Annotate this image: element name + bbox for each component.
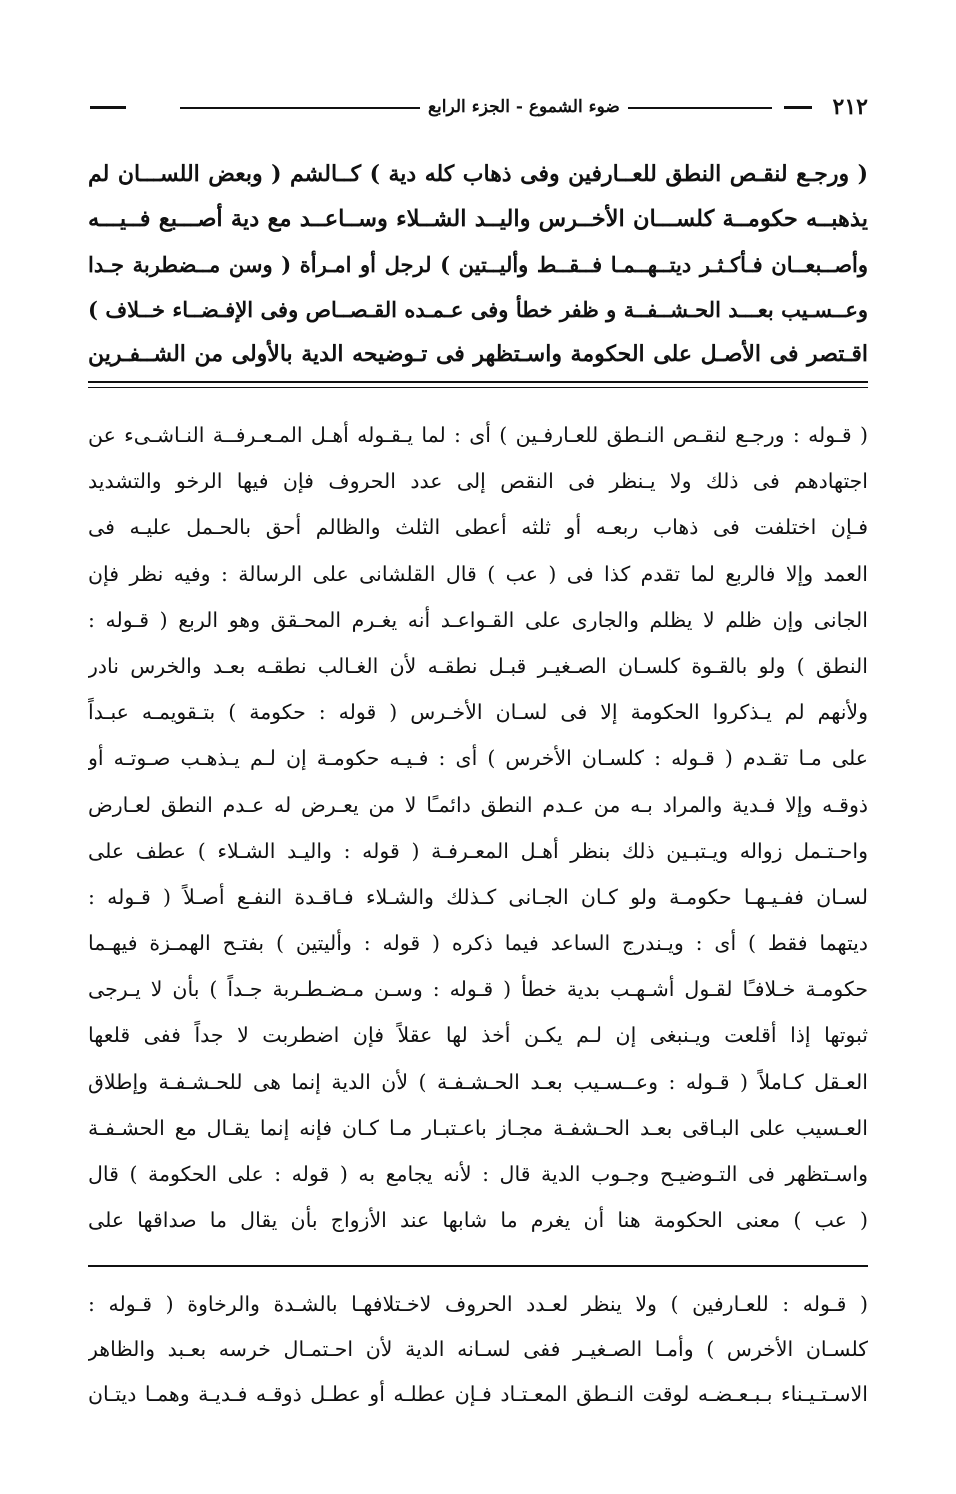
sharh-line: ( قـوله : ورجـع لنقـص النـطق للعـارفـين ) أى : لما يـقـوله أهـل المـعـرفــة النـاشـىء عن xyxy=(88,423,868,447)
footnote-divider xyxy=(88,1265,868,1267)
matn-line: وأصــبعــان فـأكـثـر ديتــهــمـا فــقــط وأليــتين ) لرجل أو امـرأة ( وسن مــضطربة جـدا xyxy=(88,252,868,277)
matn-line: يذهبــه حكومــة كلســـان الأخــرس واليــد الشــلاء وســاعــد مع دية أصـــبع فــيـــه xyxy=(88,206,868,232)
section-divider-thin xyxy=(88,387,868,388)
section-divider xyxy=(88,381,868,383)
sharh-line: ولأنهم لم يـذكروا الحكومة إلا فى لسـان الأخـرس ( قوله : حكومة ) بتـقويمـه عبـداً xyxy=(88,700,868,725)
header-dash-left xyxy=(90,106,126,109)
running-header xyxy=(90,92,868,122)
sharh-line: واحـتـمل زواله ويـتبـين ذلك بنظر أهـل المعـرفـة ( قوله : واليـد الشـلاء ) عطف على xyxy=(88,838,868,863)
sharh-line: فـإن اختلفت فى ذهاب ربعـه أو ثلثه أعطى الثلث والظالم أحق بالحـمل عليـه فى xyxy=(88,515,868,540)
sharh-line: ديتهما فقط ) أى : ويـندرج الساعد فيما ذكره ( قوله : وأليتين ) بفتـح الهمـزة فيهـما xyxy=(88,931,868,956)
matn-text xyxy=(88,152,868,377)
sharh-line: واسـتظهر فى التـوضيـح وجـوب الدية قال : لأنه يجامع به ( قوله : على الحكومة ) قال xyxy=(88,1162,868,1186)
matn-line: اقـتصر فى الأصـل على الحكومة واسـتظهر فى تـوضيحه الدية بالأولى من الشــفـرين xyxy=(88,341,868,367)
sharh-line: النطق ) ولو بالقـوة كلسـان الصـغيـر قبـل نطقـه لأن الغـالب نطقـه بعـد والخرس نادر xyxy=(88,653,868,678)
sharh-line: اجتهادهم فى ذلك ولا يـنظر فى النقص إلى عدد الحروف فإن فيها الرخو والتشديد xyxy=(88,469,868,494)
running-title: ضوء الشموع - الجزء الرابع xyxy=(420,92,628,122)
matn-line: وعــسـيب بعـــد الحـشــفــة و ظفر خطأ وفى عـمـده القـصــاص وفى الإفـضــاء خــلاف ) xyxy=(88,297,868,322)
hashiya-line: ( قـوله : للعـارفين ) ولا ينظر لعـدد الحروف لاخـتلافهـا بالشـدة والرخاوة ( قـوله : xyxy=(88,1292,868,1316)
sharh-line: على مـا تقـدم ( قـوله : كلسـان الأخرس ) أى : فـيـه حكومـة إن لـم يـذهـب صـوتـه أو xyxy=(88,746,868,771)
sharh-line: العـقل كـاملاً ( قـوله : وعــسـيب بعـد الحـشـفـة ) لأن الدية إنما هى للحـشـفـة وإطلاق xyxy=(88,1069,868,1094)
sharh-line: ثبوتها إذا أقلعت ويـنبغى إن لـم يكـن أخذ لها عقلاً فإن اضطربت لا جداً ففى قلعها xyxy=(88,1023,868,1048)
sharh-line: حكومـة خـلافـًا لقـول أشـهـب بدية خطأ ( قـوله : وسـن مـضـطـربة جـداً ) بأن لا يـرجى xyxy=(88,977,868,1002)
sharh-line: لسـان ففـيـهـا حكومـة ولو كـان الجـانى كـذلك والشـلاء فـاقـدة النفـع أصـلاً ( قـوله : xyxy=(88,884,868,909)
page-number: ٢١٢ xyxy=(825,92,868,122)
sharh-text xyxy=(88,412,868,1243)
matn-line: ( ورجـع لنقـص النطق للعــارفين وفى ذهاب كله دية ) كــالشم ( وبعض اللســـان لم xyxy=(88,161,868,187)
sharh-line: العمد وإلا فالربع لما تقدم كذا فى ( عب ) قال القلشانى على الرسالة : وفيه نظر فإن xyxy=(88,561,868,586)
hashiya-line: كلسـان الأخرس ) وأمـا الصـغيـر ففى لسـانه الدية لأن احـتمـال خرسه بعـبد والظاهر xyxy=(88,1337,868,1361)
sharh-line: العـسيب على البـاقى بعـد الحـشفـة مجـاز باعـتبـار مـا كـان فإنه إنما يقـال مع الحشـفـة xyxy=(88,1115,868,1140)
sharh-line: ذوقـه وإلا فـدية والمراد بـه من عـدم النطق دائمـًا لا من يعـرض له عـدم النطق لعـارض xyxy=(88,792,868,817)
hashiya-text xyxy=(88,1282,868,1417)
sharh-line: ( عب ) معنى الحكومة هنا أن يغرم ما شابها عند الأزواج بأن يقال ما صداقها على xyxy=(88,1208,868,1233)
hashiya-line: الاسـتـيـناء بـبـعـضـه لوقت النـطق المعـتـاد فـإن عطلـه أو عطـل ذوقـه فـديـة وهمـا ديتـان xyxy=(88,1382,868,1406)
sharh-line: الجانى وإن ظلم لا يظلم والجارى على القـواعـد أنه يغـرم المحـقق وهو الربع ( قـوله : xyxy=(88,607,868,632)
header-dash-right xyxy=(784,106,812,109)
